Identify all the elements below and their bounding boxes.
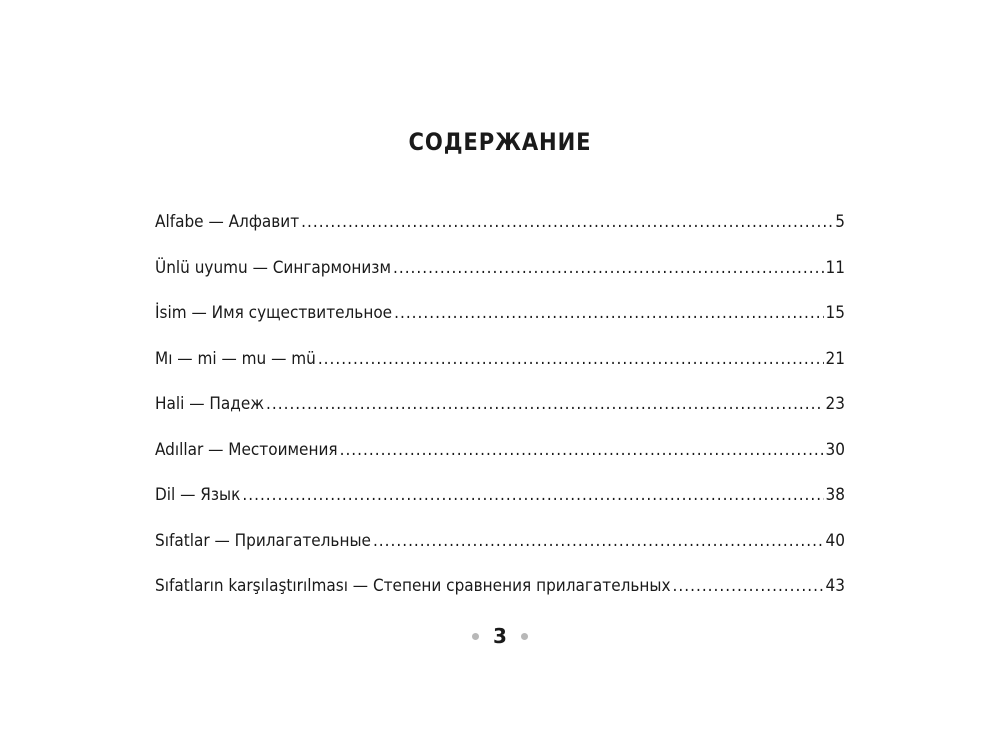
toc-entry-label: Sıfatlar — Прилагательные <box>155 530 371 551</box>
toc-leader-dots <box>266 382 824 428</box>
toc-leader-dots <box>340 428 824 474</box>
toc-leader-dots <box>393 246 824 292</box>
toc-entry <box>155 291 845 337</box>
toc-entry-page: 11 <box>825 257 845 278</box>
toc-leader-dots <box>301 200 833 246</box>
toc-entry <box>155 382 845 428</box>
toc-leader-dots <box>673 564 824 610</box>
toc-entry <box>155 519 845 565</box>
toc-leader-dots <box>373 519 824 565</box>
dot-ornament-left <box>472 633 479 640</box>
toc-entry <box>155 428 845 474</box>
toc-leader-dots <box>242 473 823 519</box>
table-of-contents <box>155 200 845 610</box>
toc-entry-page: 21 <box>825 348 845 369</box>
toc-entry-label: Hali — Падеж <box>155 394 265 414</box>
toc-entry <box>155 246 845 292</box>
toc-entry-page: 40 <box>825 530 845 551</box>
toc-entry-page: 30 <box>825 439 845 460</box>
toc-entry-page: 15 <box>825 303 845 323</box>
toc-entry-label: Mı — mi — mu — mü <box>155 348 316 369</box>
toc-entry-label: Ünlü uyumu — Сингармонизм <box>155 257 391 278</box>
dot-ornament-right <box>521 633 528 640</box>
toc-entry-page: 38 <box>825 485 845 505</box>
toc-entry-page: 5 <box>835 212 845 232</box>
page-number: 3 <box>493 624 507 648</box>
toc-leader-dots <box>394 291 823 337</box>
toc-entry-label: İsim — Имя существительное <box>155 303 393 323</box>
toc-entry-label: Alfabe — Алфавит <box>155 212 300 232</box>
toc-entry <box>155 200 845 246</box>
toc-entry-page: 43 <box>825 576 845 596</box>
toc-entry <box>155 473 845 519</box>
page-footer <box>0 624 1000 648</box>
toc-entry <box>155 337 845 383</box>
page-title: СОДЕРЖАНИЕ <box>408 128 592 156</box>
toc-entry-label: Adıllar — Местоимения <box>155 439 338 460</box>
toc-leader-dots <box>318 337 824 383</box>
toc-entry <box>155 564 845 610</box>
toc-entry-page: 23 <box>825 394 845 414</box>
toc-entry-label: Dil — Язык <box>155 485 241 505</box>
toc-entry-label: Sıfatların karşılaştırılması — Степени сравнения прилагательных <box>155 576 671 596</box>
